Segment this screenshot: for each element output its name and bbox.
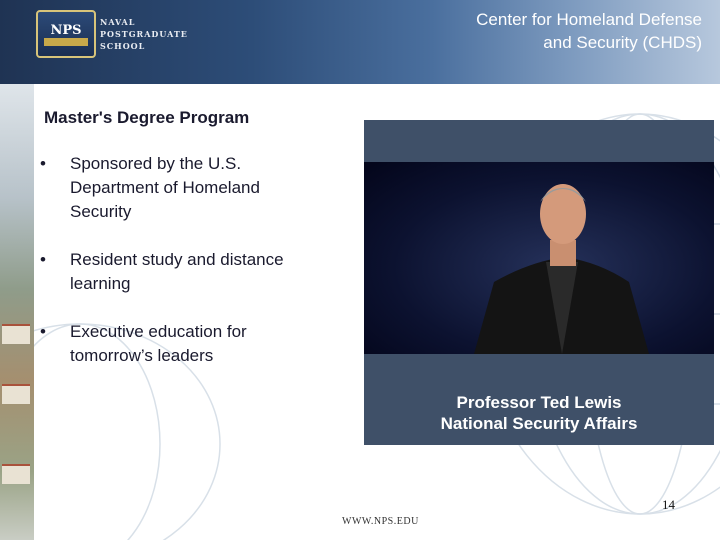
bullet-line: learning xyxy=(70,274,131,293)
header-title-line-1: Center for Homeland Defense xyxy=(476,10,702,29)
logo-text: NPS xyxy=(50,23,82,38)
school-line-2: POSTGRADUATE xyxy=(100,29,188,39)
header-title-line-2: and Security (CHDS) xyxy=(543,33,702,52)
bullet-line: tomorrow’s leaders xyxy=(70,346,214,365)
slide-header xyxy=(0,0,720,84)
school-line-3: SCHOOL xyxy=(100,41,146,51)
building-shape xyxy=(2,464,30,484)
speaker-face xyxy=(540,184,586,244)
caption-line-2: National Security Affairs xyxy=(440,414,638,433)
caption-line-1: Professor Ted Lewis xyxy=(456,393,622,412)
bullet-dot-icon: • xyxy=(40,322,46,341)
video-player[interactable] xyxy=(364,162,714,354)
school-name xyxy=(100,16,220,52)
page-number: 14 xyxy=(662,497,675,512)
speaker-video-frame xyxy=(364,162,714,354)
video-caption xyxy=(364,392,714,434)
bullet-item xyxy=(40,152,340,224)
bullet-list xyxy=(40,152,340,392)
bullet-dot-icon: • xyxy=(40,154,46,173)
building-shape xyxy=(2,384,30,404)
slide-subtitle: Master's Degree Program xyxy=(44,108,250,127)
school-line-1: NAVAL xyxy=(100,17,136,27)
bullet-item xyxy=(40,320,340,368)
bullet-line: Resident study and distance xyxy=(70,250,284,269)
footer-url: WWW.NPS.EDU xyxy=(342,516,419,527)
bullet-dot-icon: • xyxy=(40,250,46,269)
campus-photo-strip xyxy=(0,84,34,540)
building-shape xyxy=(2,324,30,344)
bullet-item xyxy=(40,248,340,296)
bullet-line: Sponsored by the U.S. xyxy=(70,154,242,173)
bullet-line: Department of Homeland xyxy=(70,178,260,197)
bullet-line: Security xyxy=(70,202,132,221)
bullet-line: Executive education for xyxy=(70,322,247,341)
header-title xyxy=(382,8,702,54)
video-panel xyxy=(364,120,714,445)
nps-shield-icon xyxy=(36,10,96,58)
